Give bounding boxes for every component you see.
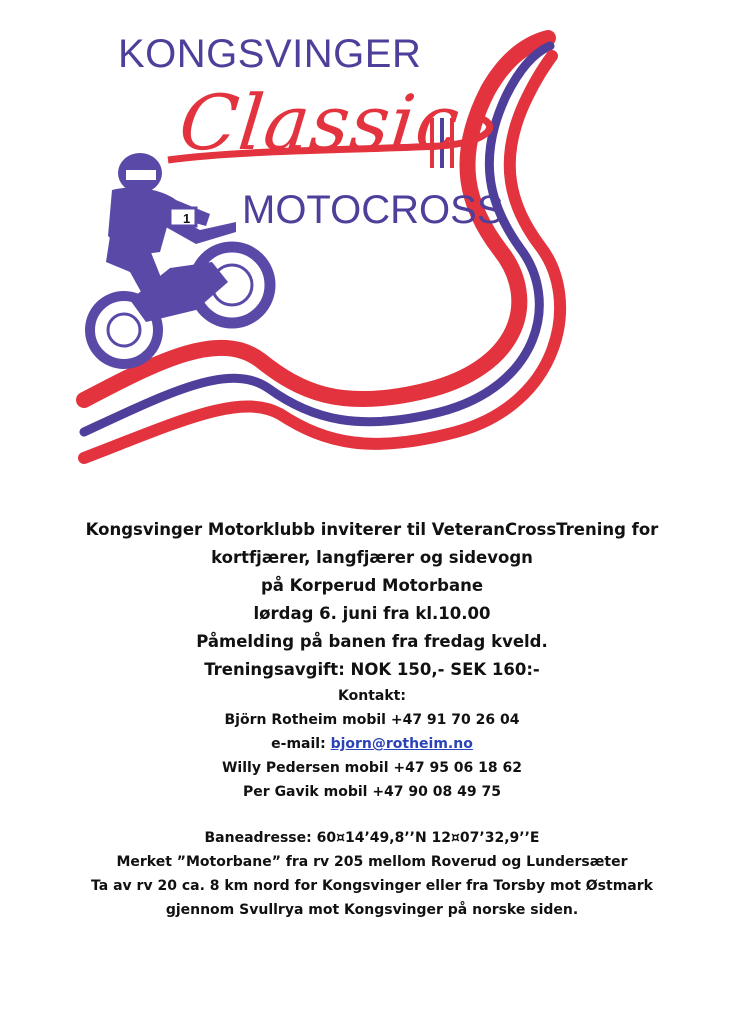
rider-illustration	[90, 153, 270, 364]
email-link[interactable]: bjorn@rotheim.no	[330, 736, 473, 752]
rider-number: 1	[183, 211, 191, 226]
email-label: e-mail:	[271, 736, 331, 752]
contact-person: Per Gavik mobil +47 90 08 49 75	[243, 784, 501, 800]
registration-info: Påmelding på banen fra fredag kveld.	[196, 632, 548, 651]
logo-kongsvinger: KONGSVINGER	[118, 32, 422, 76]
training-fee: Treningsavgift: NOK 150,- SEK 160:-	[204, 660, 540, 679]
invite-line: kortfjærer, langfjærer og sidevogn	[211, 548, 533, 567]
contact-heading: Kontakt:	[338, 688, 406, 704]
track-address: Baneadresse: 60¤14’49,8’’N 12¤07’32,9’’E	[204, 830, 540, 846]
contact-person: Björn Rotheim mobil +47 91 70 26 04	[224, 712, 520, 728]
event-date: lørdag 6. juni fra kl.10.00	[253, 604, 491, 623]
directions-line: gjennom Svullrya mot Kongsvinger på norske siden.	[165, 902, 579, 918]
event-details	[40, 516, 704, 922]
spacer	[40, 804, 704, 826]
logo-classic: Classic	[175, 78, 465, 167]
logo-motocross: MOTOCROSS	[242, 188, 504, 232]
invite-line: på Korperud Motorbane	[260, 576, 484, 595]
directions-line: Ta av rv 20 ca. 8 km nord for Kongsvinger eller fra Torsby mot Østmark	[91, 878, 653, 894]
directions-line: Merket ”Motorbane” fra rv 205 mellom Roverud og Lundersæter	[116, 854, 628, 870]
email-row	[40, 732, 704, 756]
event-logo	[0, 0, 744, 480]
contact-person: Willy Pedersen mobil +47 95 06 18 62	[221, 760, 523, 776]
invite-line: Kongsvinger Motorklubb inviterer til VeteranCrossTrening for	[85, 520, 659, 539]
